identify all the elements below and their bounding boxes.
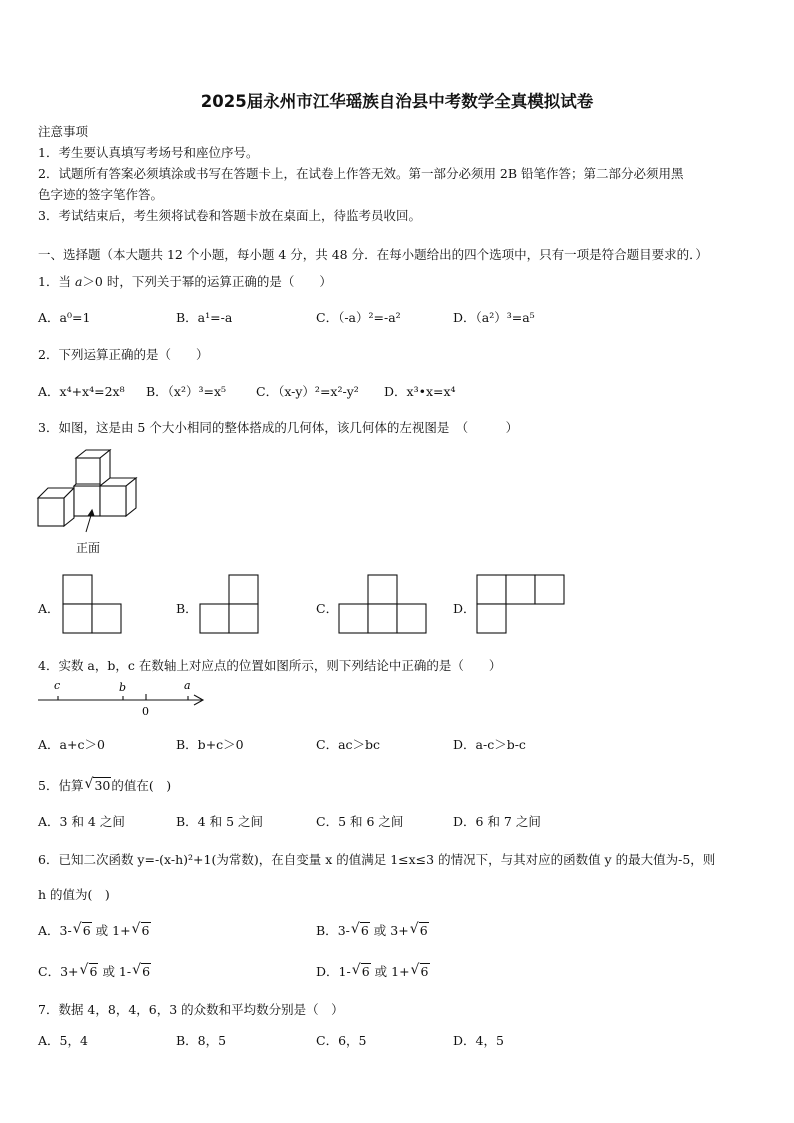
sqrt-6 <box>80 964 99 979</box>
question-5-stem <box>38 776 171 794</box>
q2-option-a[interactable]: A．x⁴+x⁴=2x⁸ <box>38 384 125 399</box>
sqrt-6 <box>132 964 151 979</box>
q4-option-a[interactable]: A．a+c＞0 <box>38 737 105 752</box>
option-letter: C． <box>316 601 339 616</box>
q2-option-d[interactable]: D．x³•x=x⁴ <box>384 384 456 399</box>
section-heading: 一、选择题（本大题共 12 个小题，每小题 4 分，共 48 分．在每小题给出的四个选项中，只有一项是符合题目要求的．） <box>38 247 708 262</box>
question-1-stem <box>38 272 332 290</box>
radicand: 6 <box>82 923 91 938</box>
q6-option-a[interactable] <box>38 921 151 939</box>
question-4-stem: 4．实数 a，b，c 在数轴上对应点的位置如图所示，则下列结论中正确的是（ ） <box>38 658 502 673</box>
stem-part: 5．估算 <box>38 778 84 793</box>
option-letter: B． <box>316 923 338 938</box>
stem-part: ＞0 时，下列关于幂的运算正确的是（ ） <box>82 274 332 289</box>
q3-option-d-view <box>477 575 567 635</box>
q5-option-a[interactable]: A．3 和 4 之间 <box>38 814 125 829</box>
sqrt-6 <box>411 964 430 979</box>
point-c-label: c <box>54 679 61 692</box>
q3-option-a[interactable] <box>38 599 60 617</box>
option-text: 3- <box>59 923 72 938</box>
option-text: 3+ <box>60 964 79 979</box>
q3-option-c-view <box>339 575 429 635</box>
option-letter: A． <box>38 601 60 616</box>
option-text: 或 3+ <box>369 923 409 938</box>
sqrt-6 <box>410 923 429 938</box>
radicand: 6 <box>361 964 370 979</box>
q7-option-d[interactable]: D．4，5 <box>453 1033 504 1048</box>
sqrt-6 <box>352 964 371 979</box>
number-line <box>36 676 211 721</box>
radicand: 6 <box>419 923 428 938</box>
cube-solid-figure <box>36 448 146 538</box>
option-text: 3- <box>337 923 350 938</box>
q1-option-b[interactable]: B．a¹=-a <box>176 310 233 325</box>
q1-option-a[interactable]: A．a⁰=1 <box>38 310 91 325</box>
radicand: 6 <box>89 964 98 979</box>
notice-item: 色字迹的签字笔作答。 <box>38 187 164 202</box>
question-6-stem: 6．已知二次函数 y=-(x-h)²+1(为常数)，在自变量 x 的值满足 1≤x≤3 的情况下，与其对应的函数值 y 的最大值为-5，则 <box>38 852 716 867</box>
front-label: 正面 <box>76 541 101 555</box>
point-b-label: b <box>119 681 127 694</box>
q7-option-c[interactable]: C．6，5 <box>316 1033 367 1048</box>
q3-option-c[interactable] <box>316 599 338 617</box>
notice-item: 2．试题所有答案必须填涂或书写在答题卡上，在试卷上作答无效。第一部分必须用 2B 铅笔作答；第二部分必须用黑 <box>38 166 684 181</box>
question-3-stem: 3．如图，这是由 5 个大小相同的整体搭成的几何体，该几何体的左视图是 （ ） <box>38 420 519 435</box>
q6-option-c[interactable] <box>38 962 151 980</box>
q1-option-d[interactable]: D．（a²）³=a⁵ <box>453 310 535 325</box>
option-text: 或 1- <box>98 964 132 979</box>
option-letter: A． <box>38 923 60 938</box>
sqrt-6 <box>73 923 92 938</box>
radicand: 6 <box>141 923 150 938</box>
q4-option-c[interactable]: C．ac＞bc <box>316 737 381 752</box>
option-letter: C． <box>38 964 61 979</box>
page-title: 2025届永州市江华瑶族自治县中考数学全真模拟试卷 <box>200 92 594 111</box>
question-6-stem-cont: h 的值为( ) <box>38 887 110 902</box>
zero-label: 0 <box>142 705 149 718</box>
sqrt-6 <box>132 923 151 938</box>
option-letter: D． <box>453 601 476 616</box>
radicand: 6 <box>420 964 429 979</box>
q3-option-a-view <box>63 575 123 635</box>
notice-heading: 注意事项 <box>38 124 89 139</box>
q4-option-d[interactable]: D．a-c＞b-c <box>453 737 526 752</box>
option-text: 或 1+ <box>370 964 410 979</box>
option-letter: B． <box>176 601 198 616</box>
stem-part: 的值在( ) <box>111 778 172 793</box>
q2-option-c[interactable]: C．（x-y）²=x²-y² <box>256 384 359 399</box>
radicand: 6 <box>360 923 369 938</box>
q3-option-b-view <box>200 575 260 635</box>
question-2-stem: 2．下列运算正确的是（ ） <box>38 347 209 362</box>
question-7-stem: 7．数据 4，8，4，6，3 的众数和平均数分别是（ ） <box>38 1002 344 1017</box>
q7-option-b[interactable]: B．8，5 <box>176 1033 227 1048</box>
q7-option-a[interactable]: A．5，4 <box>38 1033 88 1048</box>
sqrt-6 <box>351 923 370 938</box>
q5-option-c[interactable]: C．5 和 6 之间 <box>316 814 404 829</box>
q3-option-b[interactable] <box>176 599 198 617</box>
radicand: 6 <box>142 964 151 979</box>
q2-option-b[interactable]: B．（x²）³=x⁵ <box>146 384 227 399</box>
notice-item: 3．考试结束后，考生须将试卷和答题卡放在桌面上，待监考员收回。 <box>38 208 421 223</box>
stem-part: 1．当 <box>38 274 71 289</box>
q3-option-d[interactable] <box>453 599 476 617</box>
notice-item: 1．考生要认真填写考场号和座位序号。 <box>38 145 259 160</box>
q6-option-d[interactable] <box>316 962 430 980</box>
sqrt-30 <box>84 778 111 793</box>
option-text: 或 1+ <box>91 923 131 938</box>
stem-var: a <box>74 274 83 289</box>
option-letter: D． <box>316 964 339 979</box>
q5-option-d[interactable]: D．6 和 7 之间 <box>453 814 541 829</box>
option-text: 1- <box>338 964 351 979</box>
q5-option-b[interactable]: B．4 和 5 之间 <box>176 814 264 829</box>
q1-option-c[interactable]: C．（-a）²=-a² <box>316 310 401 325</box>
radicand: 30 <box>94 778 111 793</box>
q6-option-b[interactable] <box>316 921 429 939</box>
point-a-label: a <box>184 679 191 692</box>
q4-option-b[interactable]: B．b+c＞0 <box>176 737 244 752</box>
